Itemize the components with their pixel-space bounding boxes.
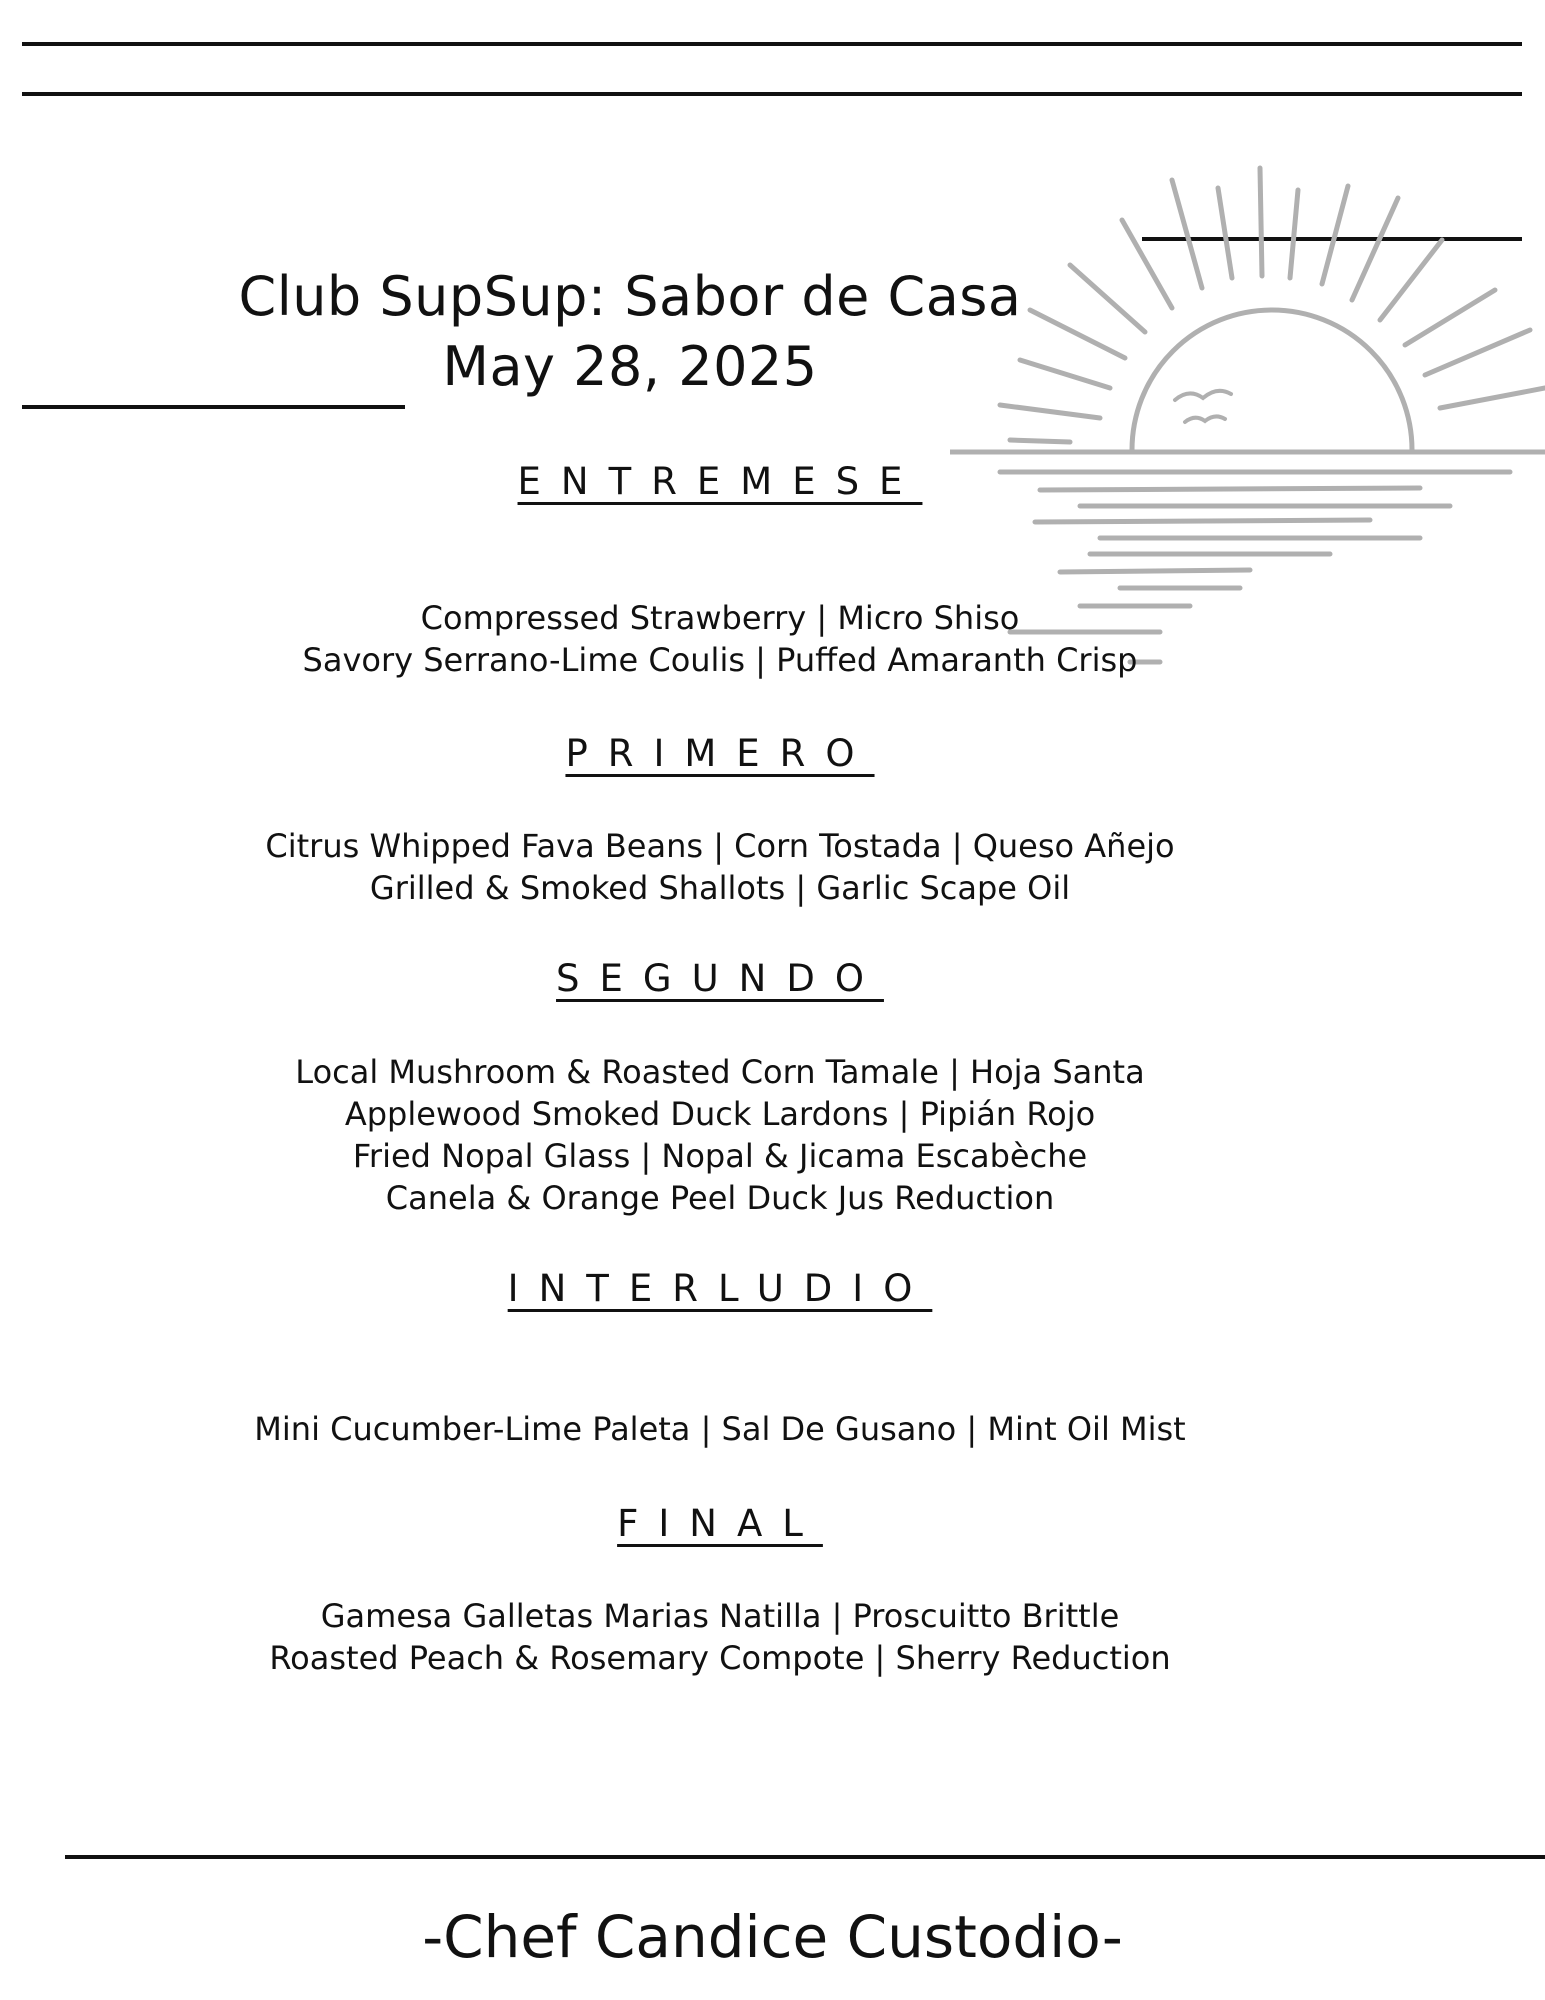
menu-line: Roasted Peach & Rosemary Compote | Sherry Reduction bbox=[269, 1639, 1171, 1677]
short-rule-left bbox=[22, 405, 405, 409]
menu-line: Citrus Whipped Fava Beans | Corn Tostada | Queso Añejo bbox=[265, 827, 1175, 865]
menu-line: Mini Cucumber-Lime Paleta | Sal De Gusano | Mint Oil Mist bbox=[254, 1410, 1186, 1448]
section-heading-interludio: INTERLUDIO bbox=[507, 1267, 933, 1310]
top-rule-1 bbox=[22, 42, 1522, 46]
menu-line: Local Mushroom & Roasted Corn Tamale | Hoja Santa bbox=[295, 1053, 1145, 1091]
menu-line: Compressed Strawberry | Micro Shiso bbox=[420, 599, 1020, 637]
chef-signature: -Chef Candice Custodio- bbox=[422, 1903, 1123, 1971]
section-heading-final: FINAL bbox=[617, 1502, 823, 1545]
top-rule-2 bbox=[22, 92, 1522, 96]
menu-line: Canela & Orange Peel Duck Jus Reduction bbox=[385, 1179, 1055, 1217]
section-heading-entremese: ENTREMESE bbox=[517, 460, 923, 503]
menu-line: Grilled & Smoked Shallots | Garlic Scape Oil bbox=[369, 869, 1071, 907]
event-date: May 28, 2025 bbox=[442, 335, 818, 398]
section-heading-primero: PRIMERO bbox=[565, 732, 875, 775]
footer-rule bbox=[65, 1855, 1545, 1859]
event-title: Club SupSup: Sabor de Casa bbox=[238, 265, 1022, 328]
section-heading-segundo: SEGUNDO bbox=[556, 957, 884, 1000]
menu-line: Gamesa Galletas Marias Natilla | Proscuitto Brittle bbox=[320, 1597, 1120, 1635]
menu-line: Fried Nopal Glass | Nopal & Jicama Escabèche bbox=[352, 1137, 1088, 1175]
menu-line: Savory Serrano-Lime Coulis | Puffed Amaranth Crisp bbox=[302, 641, 1138, 679]
menu-line: Applewood Smoked Duck Lardons | Pipián Rojo bbox=[344, 1095, 1096, 1133]
